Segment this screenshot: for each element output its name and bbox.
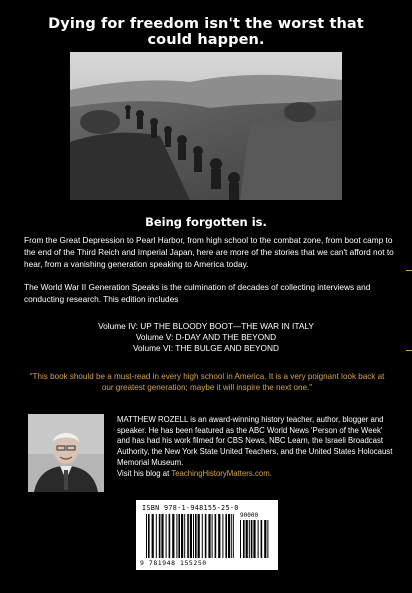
tagline: Dying for freedom isn't the worst that could happen. [48,16,364,48]
volume-list [0,321,412,355]
cover-photo-soldiers [70,52,342,200]
edge-mark [406,270,412,271]
volume-item: Volume V: D-DAY AND THE BEYOND [135,332,277,343]
barcode-bars [146,514,234,558]
subheading: Being forgotten is. [145,215,267,229]
blog-link[interactable]: TeachingHistoryMatters.com. [171,468,272,478]
isbn-text: ISBN 978-1-948155-25-0 [142,504,239,512]
description-paragraph-1: From the Great Depression to Pearl Harbor, from high school to the combat zone, from boot camp to the end of the Third Reich and Imperial Japan, here are more of the stories that we can't afford not to hear, from a vanishing generation speaking to America today. [24,235,394,269]
barcode-addon-bars [240,520,272,558]
volume-item: Volume IV: UP THE BLOODY BOOT—THE WAR IN ITALY [98,321,314,331]
isbn-barcode [136,500,278,570]
barcode-digits: 9 781948 155250 [140,559,207,567]
description-paragraph-2: The World War II Generation Speaks is the culmination of decades of collecting interviews and conducting research. This edition includes [24,282,371,304]
review-quote: "This book should be a must-read in every high school in America. It is a very poignant look back at our greatest generation; maybe it will inspire the next one." [29,372,385,392]
barcode-addon: 90000 [240,512,259,519]
bio-text: MATTHEW ROZELL is an award-winning history teacher, author, blogger and speaker. He has been featured as the ABC World News 'Person of the Week' and has had his work filmed for CBS News, NBC Learn, the Israeli Broadcast Authority, the New York State United Teachers, and the United States Holocaust Memorial Museum. [117,415,393,467]
author-photo [28,414,104,492]
volume-item: Volume VI: THE BULGE AND BEYOND [132,343,279,354]
blog-prefix: Visit his blog at [117,468,172,478]
author-bio [117,415,393,479]
edge-mark [406,350,412,351]
